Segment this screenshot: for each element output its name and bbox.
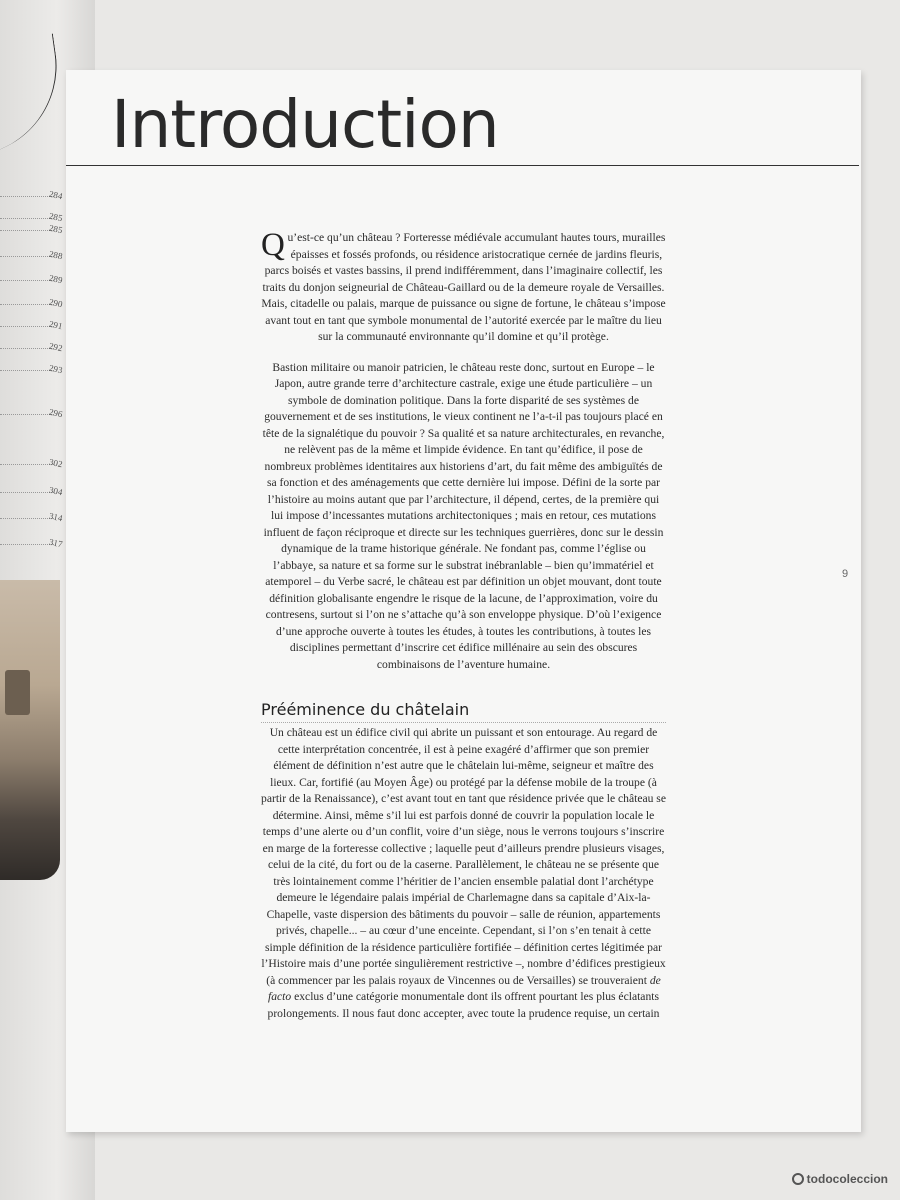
intro-paragraph-text: u’est-ce qu’un château ? Forteresse médiévale accumulant hautes tours, murailles épaisses et fossés profonds, ou résidence aristocratique cernée de jardins fleuris, parcs boisés et vastes bassins, il prend indifféremment, dans l’imaginaire collectif, les traits du donjon seigneurial de Château-Gaillard ou de la demeure royale de Versailles. Mais, citadelle ou palais, marque de puissance ou signe de fortune, le château s’impose avant tout en tant que symbole monumental de l’autorité exercée par le maître du lieu sur la communauté environnante qu’il domine et qu’il protège. bbox=[261, 231, 666, 343]
body-text bbox=[261, 227, 666, 1022]
toc-entry: 288 bbox=[0, 246, 62, 260]
toc-entry: 293 bbox=[0, 360, 62, 374]
toc-entry: 296 bbox=[0, 404, 62, 418]
toc-entry: 289 bbox=[0, 270, 62, 284]
castle-photo bbox=[0, 580, 60, 880]
toc-entry: 317 bbox=[0, 534, 62, 548]
toc-entry: 292 bbox=[0, 338, 62, 352]
section-heading: Prééminence du châtelain bbox=[261, 699, 666, 723]
right-page bbox=[66, 70, 861, 1132]
toc-entry: 285 bbox=[0, 220, 62, 234]
page-title: Introduction bbox=[111, 86, 499, 163]
paragraph: Bastion militaire ou manoir patricien, le château reste donc, surtout en Europe – le Japon, autre grande terre d’architecture castrale, exige une étude particulière – un symbole de domination politique. Dans la forte disparité de ses systèmes de gouvernement et de ses institutions, le vieux continent ne l’a-t-il pas toujours placé en tête de la signalétique du pouvoir ? Sa qualité et sa nature architecturales, en revanche, ne relèvent pas de la même et limpide évidence. En tant qu’édifice, il pose de nombreux problèmes identitaires aux historiens d’art, du fait même des ambiguïtés de sa fonction et des aménagements que cette dernière lui impose. Défini de la sorte par l’histoire au moins autant que par l’architecture, il dépend, certes, de la première qui lui impose d’incessantes mutations architectoniques ; mais en retour, ces mutations influent de façon réciproque et directe sur les techniques guerrières, donc sur le dessin dynamique de la trame historique générale. Ne fondant pas, comme l’église ou l’abbaye, sa nature et sa forme sur le substrat inébranlable – bien qu’immatériel et atemporel – du Verbe sacré, le château est par définition un objet mouvant, dont toute définition globalisante engendre le risque de la lacune, de l’approximation, voire du contresens, surtout si l’on ne s’attache qu’à son enveloppe physique. D’où l’exigence d’une approche ouverte à toutes les études, à toutes les contributions, à toutes les disciplines permettant d’inscrire cet édifice millénaire au sein des obscures combinaisons de l’aventure humaine. bbox=[262, 360, 665, 671]
title-rule bbox=[66, 165, 859, 166]
toc-entry: 304 bbox=[0, 482, 62, 496]
intro-paragraph bbox=[261, 227, 666, 346]
page-number: 9 bbox=[842, 568, 849, 580]
toc-entry: 302 bbox=[0, 454, 62, 468]
section-paragraph: Un château est un édifice civil qui abrite un puissant et son entourage. Au regard de cette interprétation concentrée, il est à peine exagéré d’affirmer que son premier élément de définition n’est autre que le châtelain lui-même, seigneur et maître des lieux. Car, fortifié (au Moyen Âge) ou protégé par la défense mobile de la troupe (à partir de la Renaissance), c’est avant tout en tant que résidence privée que le château se détermine. Ainsi, même s’il lui est parfois donné de couvrir la population locale le temps d’une alerte ou d’un conflit, voire d’un siège, nous le verrons toujours s’inscrire en marge de la forteresse collective ; laquelle peut d’ailleurs prendre plusieurs visages, celui de la cité, du fort ou de la caserne. Parallèlement, le château ne se présente que très lointainement comme l’héritier de l’ancien ensemble palatial dont l’archétype demeure le légendaire palais impérial de Charlemagne dans sa capitale d’Aix-la-Chapelle, vaste dispersion des bâtiments du pouvoir – salle de réunion, appartements privés, chapelle... – au cœur d’une enceinte. Cependant, si l’on s’en tenait à cette simple définition de la résidence particulière fortifiée – définition certes légitimée par l’Histoire mais d’une portée singulièrement restrictive –, nombre d’édifices prestigieux (à commencer par les palais royaux de Vincennes ou de Versailles) se trouveraient de facto exclus d’une catégorie monumentale dont ils offrent pourtant les plus éclatants prolongements. Il nous faut donc accepter, avec toute la prudence requise, un certain bbox=[261, 726, 666, 1020]
watermark: todocoleccion bbox=[792, 1172, 888, 1186]
toc-entry: 284 bbox=[0, 186, 62, 200]
toc-entry: 291 bbox=[0, 316, 62, 330]
toc-entry: 314 bbox=[0, 508, 62, 522]
toc-entry: 290 bbox=[0, 294, 62, 308]
toc-entry: 285 bbox=[0, 208, 62, 222]
drop-cap: Q bbox=[261, 227, 285, 263]
decorative-curve bbox=[0, 34, 68, 157]
circle-logo-icon bbox=[792, 1173, 804, 1185]
